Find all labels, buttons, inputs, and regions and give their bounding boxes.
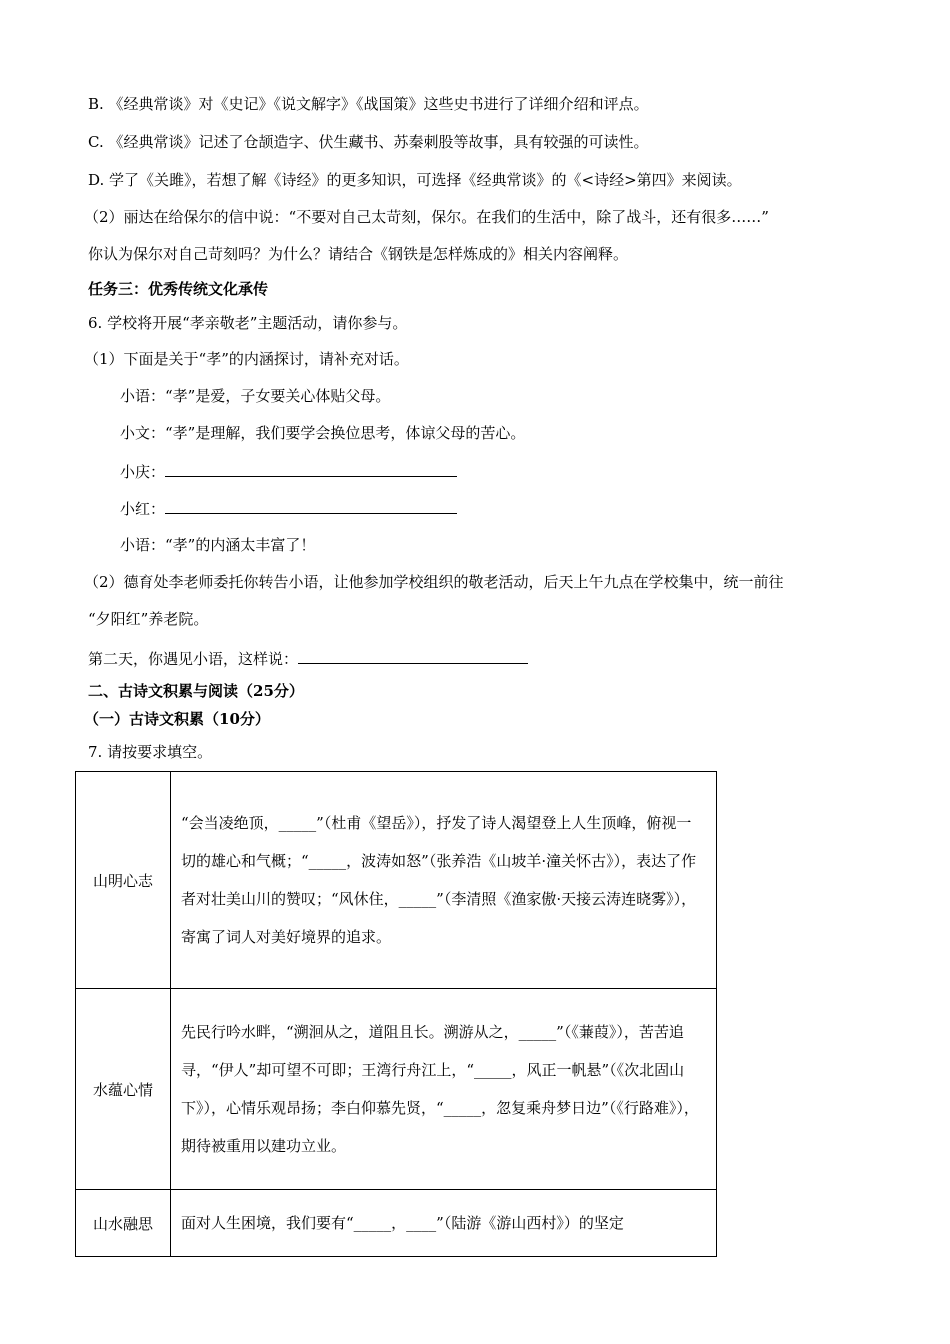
table-row	[76, 1190, 717, 1257]
content-cell: 先民行吟水畔，“溯洄从之，道阻且长。溯游从之，_____”（《蒹葭》），苦苦追寻，“伊人”却可望不可即；王湾行舟江上，“_____，风正一帆悬”（《次北固山下》），心情乐观昂扬；李白仰慕先贤，“_____，忽复乘舟梦日边”（《行路难》），期待被重用以建功立业。	[171, 989, 717, 1190]
question-6-2-line3	[88, 647, 528, 669]
option-d: D. 学了《关雎》，若想了解《诗经》的更多知识，可选择《经典常谈》的《<诗经>第四》来阅读。	[88, 171, 742, 189]
poem-fill-table	[75, 771, 717, 1257]
content-cell: 面对人生困境，我们要有“_____，____”（陆游《游山西村》）的坚定	[171, 1190, 717, 1257]
question-6: 6. 学校将开展“孝亲敬老”主题活动，请你参与。	[88, 314, 408, 332]
dialogue-xiaoqing	[120, 460, 457, 482]
question-7: 7. 请按要求填空。	[88, 743, 213, 761]
dialogue-xiaoyu-1: 小语：“孝”是爱，子女要关心体贴父母。	[120, 387, 391, 405]
dialogue-xiaowen: 小文：“孝”是理解，我们要学会换位思考，体谅父母的苦心。	[120, 424, 526, 442]
option-b: B. 《经典常谈》对《史记》《说文解字》《战国策》这些史书进行了详细介绍和评点。	[88, 95, 649, 113]
answer-blank-xiaoyu[interactable]	[298, 647, 528, 664]
question-6-1: （1）下面是关于“孝”的内涵探讨，请补充对话。	[84, 350, 409, 368]
question-6-2-line2: “夕阳红”养老院。	[88, 610, 209, 628]
category-cell: 水蕴心情	[76, 989, 171, 1190]
table-row	[76, 989, 717, 1190]
option-c: C. 《经典常谈》记述了仓颉造字、伏生藏书、苏秦刺股等故事，具有较强的可读性。	[88, 133, 649, 151]
speaker-xiaoqing: 小庆：	[120, 463, 166, 481]
content-cell: “会当凌绝顶，_____”（杜甫《望岳》），抒发了诗人渴望登上人生顶峰，俯视一切的雄心和气概；“_____，波涛如怒”（张养浩《山坡羊·潼关怀古》），表达了作者对壮美山川的赞叹；“风休住，_____”（李清照《渔家傲·天接云涛连晓雾》），寄寓了词人对美好境界的追求。	[171, 772, 717, 989]
section-2-1-heading: （一）古诗文积累（10分）	[84, 710, 270, 728]
prompt-text: 第二天，你遇见小语，这样说：	[88, 650, 299, 668]
table-row	[76, 772, 717, 989]
question-5-2-line1: （2）丽达在给保尔的信中说：“不要对自己太苛刻，保尔。在我们的生活中，除了战斗，还有很多……”	[84, 208, 769, 226]
section-2-heading: 二、古诗文积累与阅读（25分）	[88, 682, 304, 700]
answer-blank-xiaohong[interactable]	[165, 497, 457, 514]
answer-blank-xiaoqing[interactable]	[165, 460, 457, 477]
dialogue-xiaoyu-2: 小语：“孝”的内涵太丰富了！	[120, 536, 316, 554]
question-5-2-line2: 你认为保尔对自己苛刻吗？为什么？请结合《钢铁是怎样炼成的》相关内容阐释。	[88, 245, 629, 263]
category-cell: 山水融思	[76, 1190, 171, 1257]
question-6-2-line1: （2）德育处李老师委托你转告小语，让他参加学校组织的敬老活动，后天上午九点在学校集中，统一前往	[84, 573, 784, 591]
speaker-xiaohong: 小红：	[120, 500, 166, 518]
task-3-heading: 任务三：优秀传统文化承传	[88, 280, 269, 298]
dialogue-xiaohong	[120, 497, 457, 519]
category-cell: 山明心志	[76, 772, 171, 989]
